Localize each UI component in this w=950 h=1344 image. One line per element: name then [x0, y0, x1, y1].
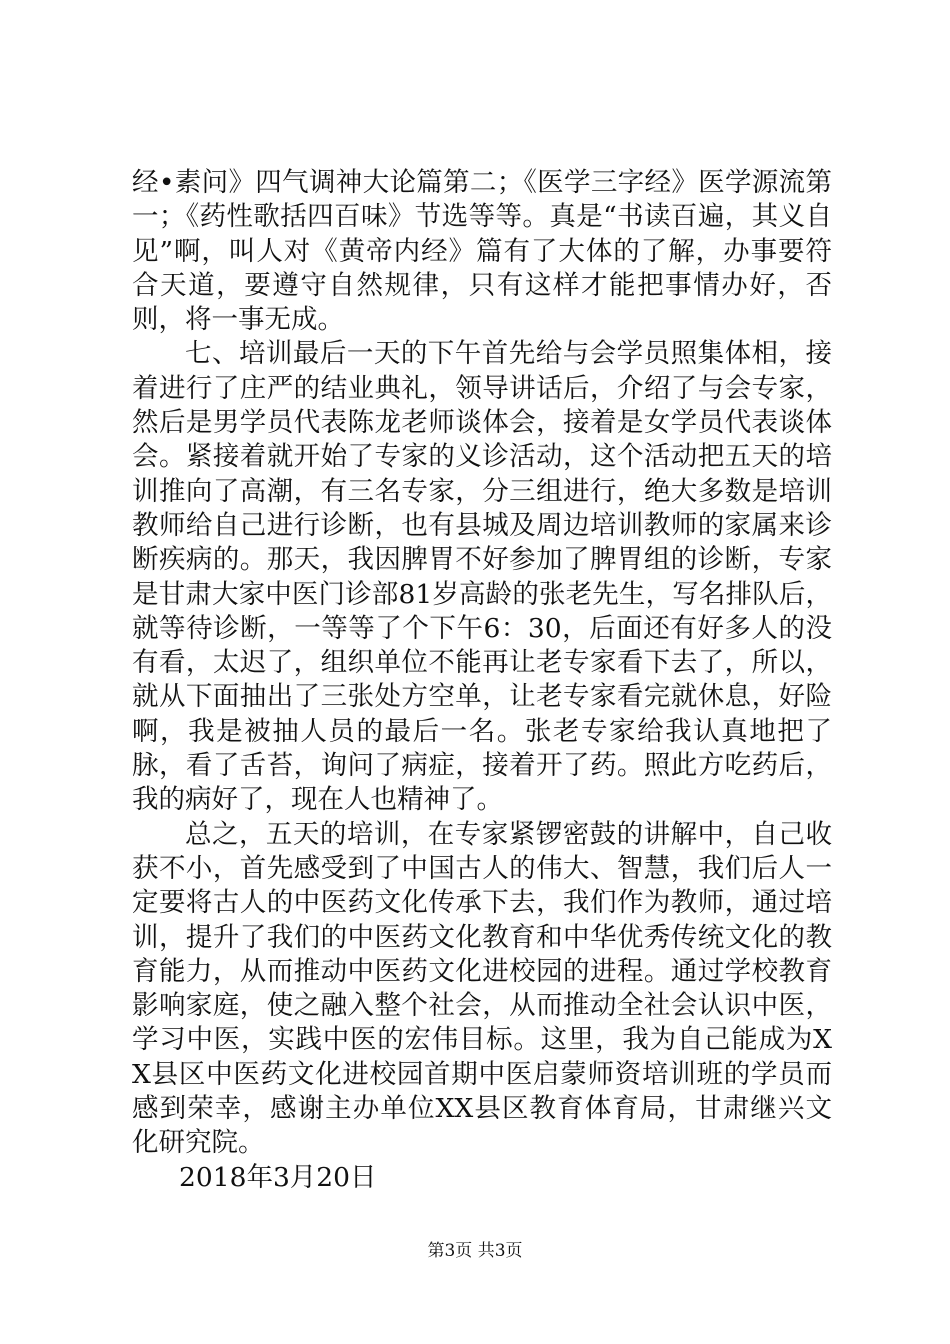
document-body [132, 166, 832, 1195]
page-footer: 第3页 共3页 [427, 1241, 523, 1261]
paragraph-section-seven: 七、培训最后一天的下午首先给与会学员照集体相，接着进行了庄严的结业典礼，领导讲话后，介绍了与会专家，然后是男学员代表陈龙老师谈体会，接着是女学员代表谈体会。紧接着就开始了专家的义诊活动，这个活动把五天的培训推向了高潮，有三名专家，分三组进行，绝大多数是培训教师给自己进行诊断，也有县城及周边培训教师的家属来诊断疾病的。那天，我因脾胃不好参加了脾胃组的诊断，专家是甘肃大家中医门诊部81岁高龄的张老先生，写名排队后，就等待诊断，一等等了个下午6：30，后面还有好多人的没有看，太迟了，组织单位不能再让老专家看下去了，所以，就从下面抽出了三张处方空单，让老专家看完就休息，好险啊，我是被抽人员的最后一名。张老专家给我认真地把了脉，看了舌苔，询问了病症，接着开了药。照此方吃药后，我的病好了，现在人也精神了。 [132, 338, 832, 816]
paragraph-summary: 总之，五天的培训，在专家紧锣密鼓的讲解中，自己收获不小，首先感受到了中国古人的伟大、智慧，我们后人一定要将古人的中医药文化传承下去，我们作为教师，通过培训，提升了我们的中医药文化教育和中华优秀传统文化的教育能力，从而推动中医药文化进校园的进程。通过学校教育影响家庭，使之融入整个社会，从而推动全社会认识中医，学习中医，实践中医的宏伟目标。这里，我为自己能成为XX县区中医药文化进校园首期中医启蒙师资培训班的学员而感到荣幸，感谢主办单位XX县区教育体育局，甘肃继兴文化研究院。 [132, 818, 832, 1159]
document-date: 2018年3月20日 [179, 1161, 377, 1193]
paragraph-continuation: 经•素问》四气调神大论篇第二；《医学三字经》医学源流第一；《药性歌括四百味》节选等等。真是“书读百遍，其义自见”啊，叫人对《黄帝内经》篇有了大体的了解，办事要符合天道，要遵守自然规律，只有这样才能把事情办好，否则，将一事无成。 [132, 167, 832, 336]
